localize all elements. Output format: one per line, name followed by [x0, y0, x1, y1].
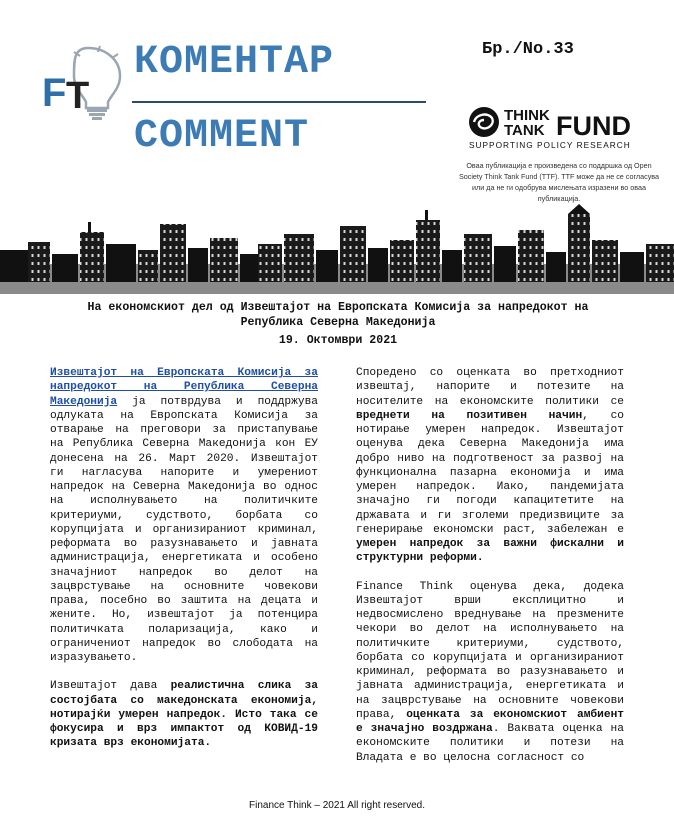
think-tank-fund-logo — [466, 104, 642, 150]
svg-text:T: T — [66, 75, 90, 117]
paragraph: Finance Think оценува дека, додека Извештајот врши експлицитно и недвосмислено вреднување на презмените чекори во делот на исполнувањето на политичките критериуми, судството, борбата со корупцијата и организираниот криминал, реформата во разузнавањето и јавната администрација, енергетиката и на зацврстување на основните човекови права, оценката за економскиот амбиент е значајно воздржана. Ваквата оценка на економските политики и потези на Владата е во целосна согласност со — [356, 580, 624, 764]
paragraph: Споредено со оценката во претходниот извештај, напорите и потезите на носителите на економските политики се вреднети на позитивен начин, со нотирање умерен напредок. Извештајот оценува дека Северна Македонија има добро ниво на подготвеност за развој на функционална пазарна економија и има умерен напредок. Иако, пандемијата значајно ги погоди капацитетите на државата и ги зголеми предизвиците за генерирање економски раст, забележан е умерен напредок за важни фискални и структурни реформи. — [356, 367, 624, 565]
ttf-fund: FUND — [556, 111, 631, 141]
ttf-tagline: SUPPORTING POLICY RESEARCH — [469, 140, 631, 150]
title-english: COMMENT — [134, 114, 310, 159]
article-column-right — [356, 366, 624, 779]
article-headline: На економскиот дел од Извештајот на Европската Комисија за напредокот на Република Северна Македонија — [87, 301, 589, 329]
svg-text:F: F — [42, 71, 67, 115]
ttf-think: THINK — [504, 107, 550, 124]
title-divider — [132, 101, 426, 103]
article-column-left — [50, 366, 318, 765]
paragraph: Извештајот дава реалистична слика за состојбата со македонската економија, нотирајќи умерен напредок. Исто така се фокусира и врз импактот од КОВИД-19 кризата врз економијата. — [50, 680, 318, 750]
title-macedonian: КОМЕНТАР — [134, 40, 335, 85]
article-date: 19. Октомври 2021 — [278, 334, 398, 347]
finance-think-logo — [40, 42, 128, 122]
paragraph: Извештајот на Европската Комисија за напредокот на Република Северна Македонија ја потврдува и поддржува одлуката на Европската Комисија за отварање на преговори за пристапување на Република Северна Македонија кон ЕУ донесена на 26. Март 2020. Извештајот ги нагласува напорите и умерениот напредок на Северна Македонија во однос на исполнувањето на политичките критериуми, судството, борбата со корупцијата и организираниот криминал, реформата во разузнавањето и јавната администрација, енергетиката и особено значајниот напредок во делот на зацврстување на основните човекови права, посебно во заштита на децата и жените. Но, извештајот ја потенцира политичката поларизација, како и ограничениот напредок во слободата на изразувањето. — [50, 367, 318, 664]
issue-number: Бр./No.33 — [482, 40, 574, 59]
footer-copyright: Finance Think – 2021 All right reserved. — [248, 800, 426, 811]
sponsor-disclaimer: Оваа публикација е произведена со поддршка од Open Society Think Tank Fund (TTF). TTF може да не се согласува или да не ги одобрува мислењата изразени во оваа публикација. — [458, 161, 660, 203]
report-link[interactable]: Извештајот на Европската Комисија за напредокот на Република Северна Македонија — [50, 367, 318, 408]
ttf-tank: TANK — [504, 122, 545, 139]
city-skyline-banner — [0, 204, 674, 294]
